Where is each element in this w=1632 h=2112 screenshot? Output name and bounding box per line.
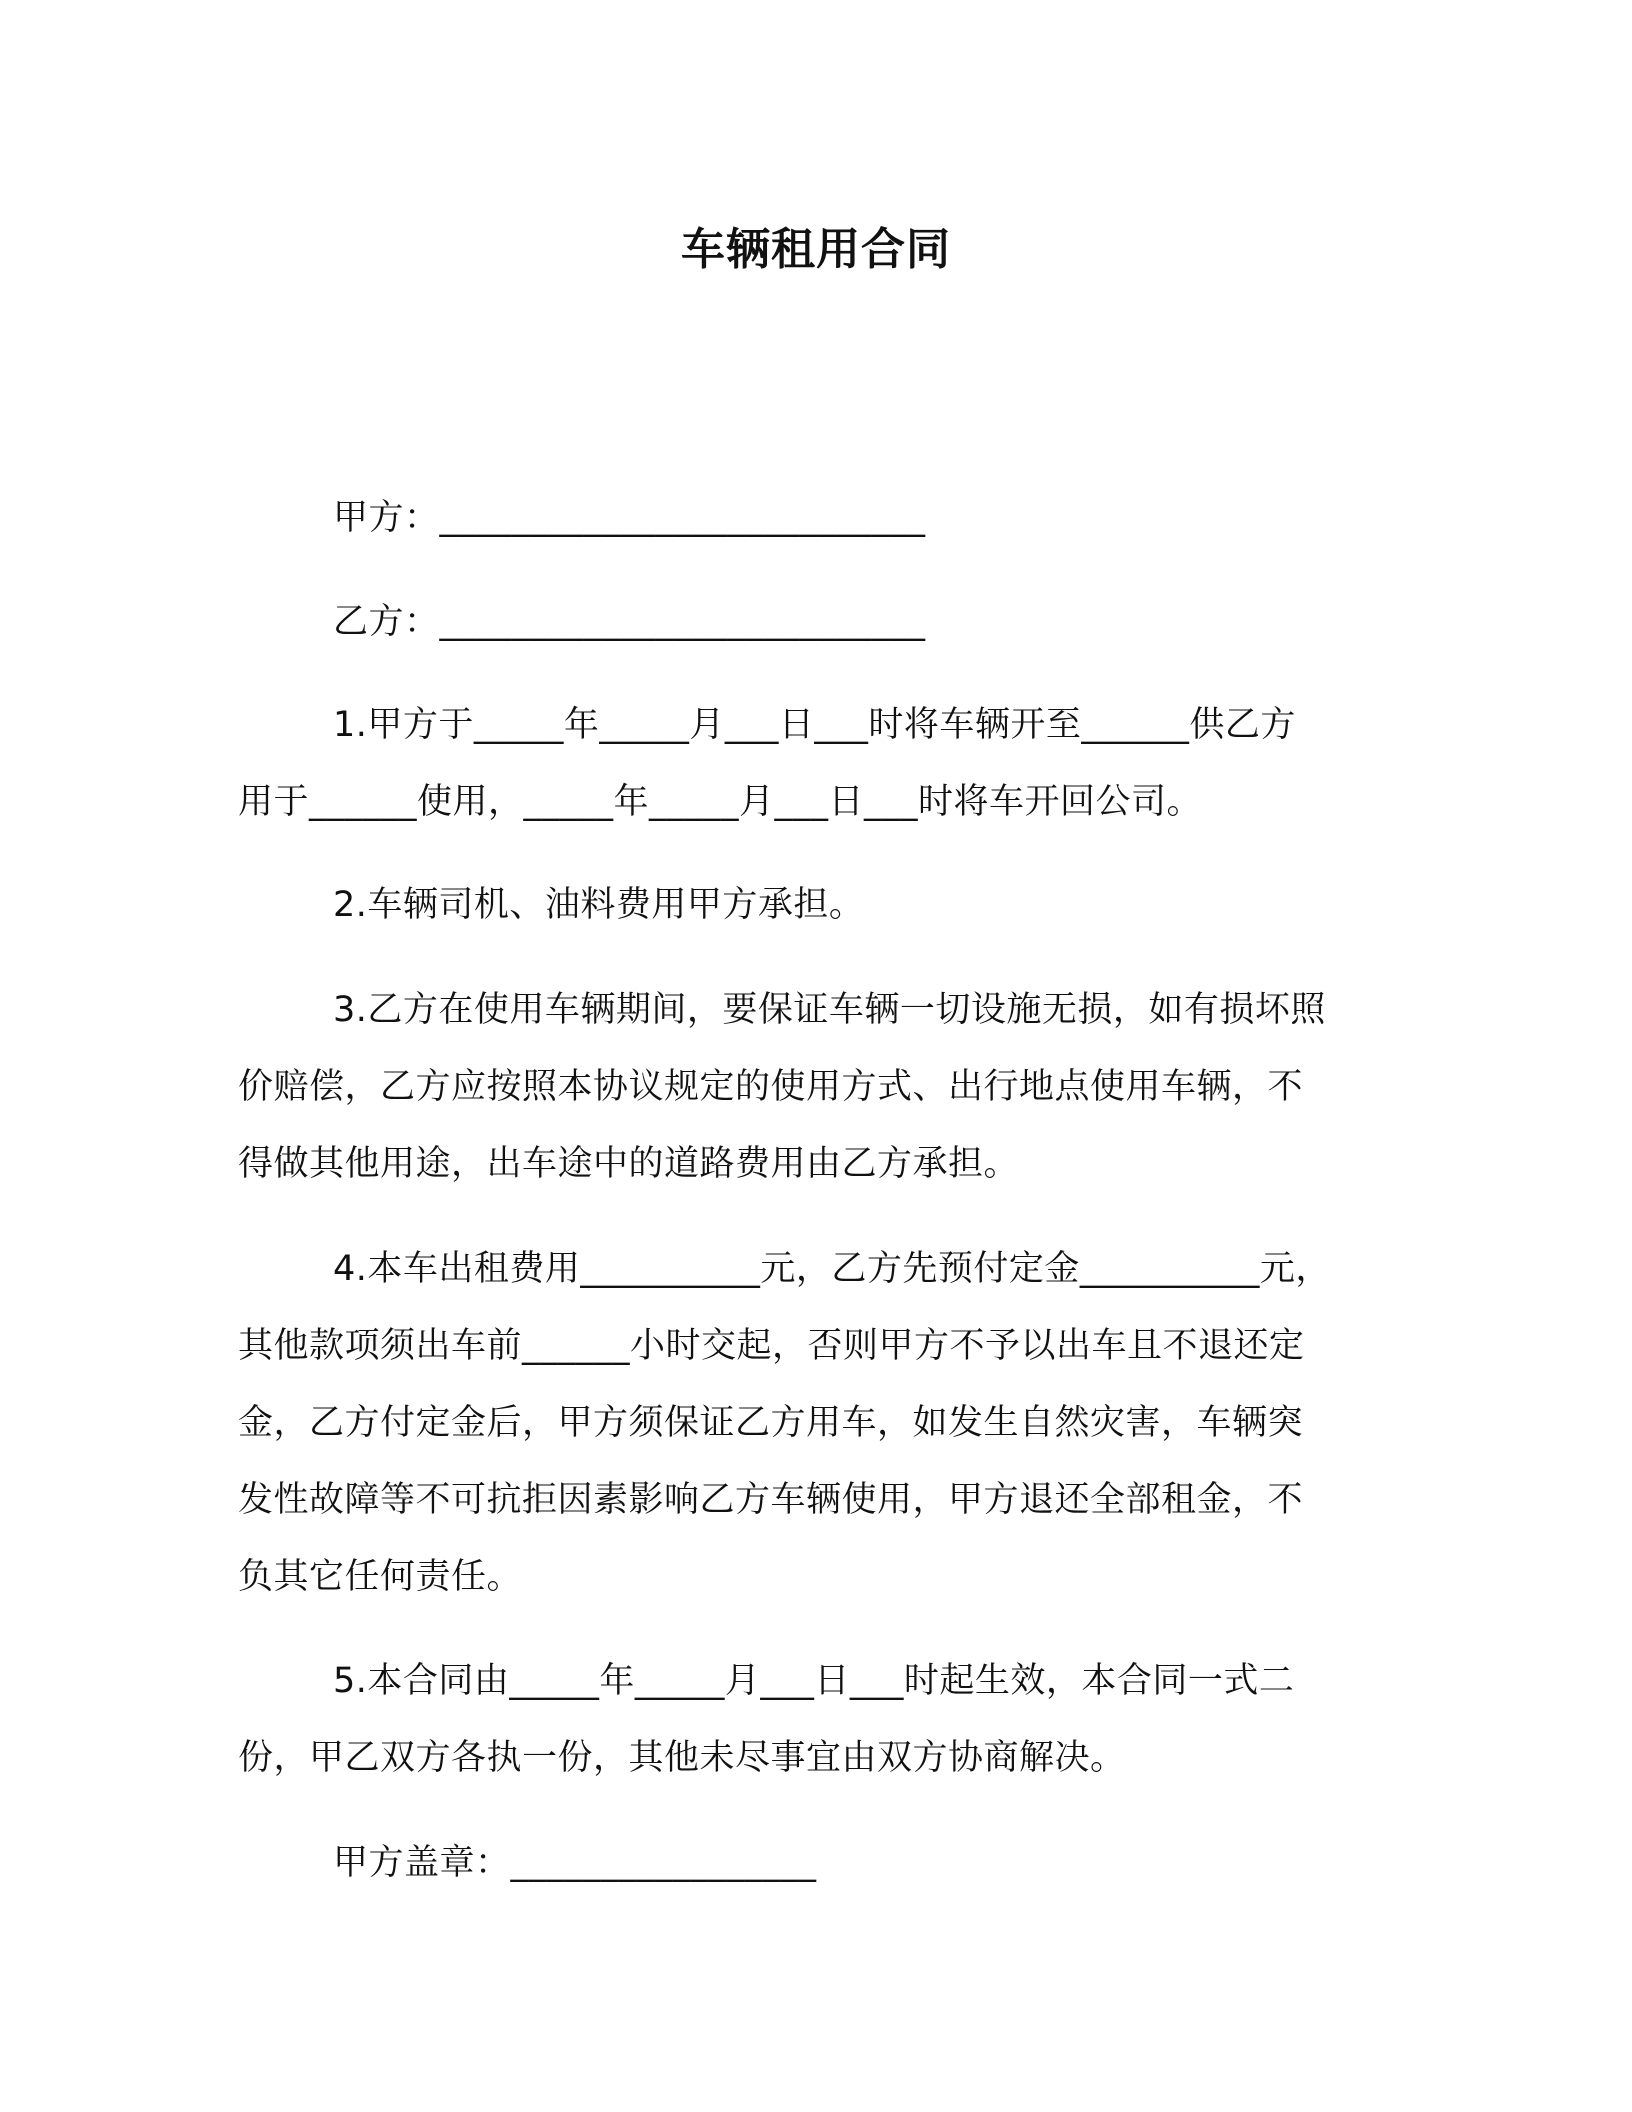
clause-4-line-2: 其他款项须出车前______小时交起，否则甲方不予以出车且不退还定	[238, 1326, 1305, 1366]
clause-4-line-1: 4.本车出租费用__________元，乙方先预付定金__________元，	[333, 1249, 1331, 1289]
document-title: 车辆租用合同	[681, 224, 951, 275]
clause-4-line-3: 金，乙方付定金后，甲方须保证乙方用车，如发生自然灾害，车辆突	[238, 1403, 1304, 1443]
party-a-seal-line: 甲方盖章：_________________	[333, 1843, 817, 1883]
party-a-line: 甲方：___________________________	[333, 498, 926, 538]
clause-4-line-4: 发性故障等不可抗拒因素影响乙方车辆使用，甲方退还全部租金，不	[238, 1480, 1304, 1520]
clause-1-line-1: 1.甲方于_____年_____月___日___时将车辆开至______供乙方	[333, 705, 1296, 745]
clause-2-line-1: 2.车辆司机、油料费用甲方承担。	[333, 885, 865, 925]
clause-3-line-2: 价赔偿，乙方应按照本协议规定的使用方式、出行地点使用车辆，不	[238, 1067, 1304, 1107]
clause-5-line-2: 份，甲乙双方各执一份，其他未尽事宜由双方协商解决。	[238, 1738, 1126, 1778]
clause-1-line-2: 用于______使用，_____年_____月___日___时将车开回公司。	[238, 782, 1203, 822]
clause-3-line-1: 3.乙方在使用车辆期间，要保证车辆一切设施无损，如有损坏照	[333, 990, 1326, 1030]
clause-5-line-1: 5.本合同由_____年_____月___日___时起生效，本合同一式二	[333, 1661, 1295, 1701]
clause-3-line-3: 得做其他用途，出车途中的道路费用由乙方承担。	[238, 1144, 1020, 1184]
clause-4-line-5: 负其它任何责任。	[238, 1557, 523, 1597]
party-b-line: 乙方：___________________________	[333, 602, 926, 642]
